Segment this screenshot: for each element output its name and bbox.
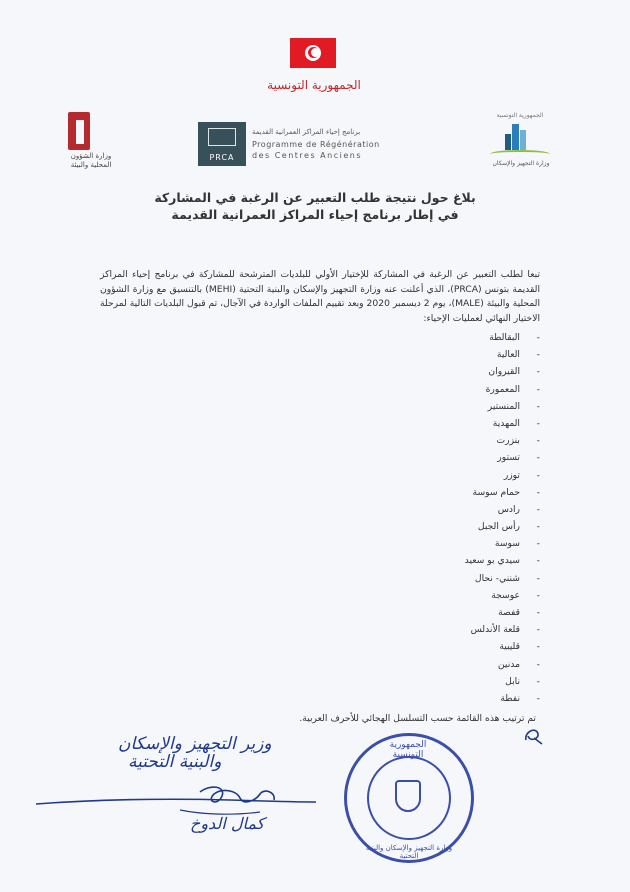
list-item: - المنستير [300, 398, 540, 415]
list-item: - العالية [300, 346, 540, 363]
grid-icon [208, 128, 236, 146]
list-item: - مدنين [300, 656, 540, 673]
municipality-list [300, 329, 540, 707]
list-item: - سوسة [300, 535, 540, 552]
prca-french-name-line2: des Centres Anciens [252, 151, 362, 160]
list-item: - رادس [300, 501, 540, 518]
list-item: - حمام سوسة [300, 484, 540, 501]
ministry-local-affairs-label: وزارة الشؤون المحلية والبيئة [70, 152, 112, 169]
republic-heading: الجمهورية التونسية [267, 78, 361, 92]
prca-french-name-line1: Programme de Régénération [252, 140, 380, 149]
list-item: - رأس الجبل [300, 518, 540, 535]
list-item: - تستور [300, 449, 540, 466]
ordering-note: تم ترتيب هذه القائمة حسب التسلسل الهجائي للأحرف العربية. [299, 713, 536, 724]
ministry-local-affairs-logo [60, 110, 122, 180]
body-paragraph: تبعا لطلب التعبير عن الرغبة في المشاركة للإختيار الأولي للبلديات المترشحة للمشاركة في برنامج إحياء المراكز القديمة بتونس (PRCA)، الذي أعلنت عنه وزارة التجهيز والإسكان والبنية التحتية (MEHI) بالتنسيق مع وزارة الشؤون المحلية والبيئة (MALE)، يوم 2 ديسمبر 2020 وبعد تقييم الملفات الواردة في الآجال، تم قبول البلديات التالية لمرحلة الاختيار النهائي لعمليات الإحياء: [100, 269, 541, 324]
list-item: - قفصة [300, 604, 540, 621]
list-item: - القيروان [300, 363, 540, 380]
list-item: - المهدية [300, 415, 540, 432]
prca-label: PRCA [209, 153, 235, 162]
list-item: - البقالطة [300, 329, 540, 346]
tunisia-flag-icon [290, 38, 336, 68]
signature-icon [30, 780, 320, 830]
list-item: - المعمورة [300, 381, 540, 398]
list-item: - نفطة [300, 690, 540, 707]
title-line-2: في إطار برنامج إحياء المراكز العمرانية القديمة [171, 207, 459, 222]
coat-of-arms-icon [395, 780, 421, 812]
list-item: - قلعة الأندلس [300, 621, 540, 638]
signatory-name: كمال الدوخ [190, 814, 265, 833]
list-item: - نابل [300, 673, 540, 690]
ministry-equipment-logo [484, 112, 558, 174]
title-line-1: بلاغ حول نتيجة طلب التعبير عن الرغبة في المشاركة [154, 190, 476, 205]
signatory-title-line1: وزير التجهيز والإسكان [118, 734, 272, 754]
list-item: - سيدي بو سعيد [300, 552, 540, 569]
list-item: - توزر [300, 467, 540, 484]
prca-arabic-name: برنامج إحياء المراكز العمرانية القديمة [252, 128, 361, 136]
ministry-equipment-top-text: الجمهورية التونسية [496, 112, 544, 119]
list-item: - شنني- نحال [300, 570, 540, 587]
list-item: - قليبية [300, 638, 540, 655]
stamp-top-text: الجمهورية التونسية [389, 740, 427, 760]
paraph-icon [522, 724, 544, 746]
ministry-equipment-label: وزارة التجهيز والإسكان [492, 160, 550, 167]
official-stamp [344, 733, 474, 863]
list-item: - عوسجة [300, 587, 540, 604]
list-item: - بنزرت [300, 432, 540, 449]
tower-icon [505, 134, 511, 150]
signatory-title-line2: والبنية التحتية [128, 752, 222, 772]
stamp-bottom-text: وزارة التجهيز والإسكان والبنية التحتية [365, 844, 453, 860]
prca-logo [198, 122, 246, 166]
